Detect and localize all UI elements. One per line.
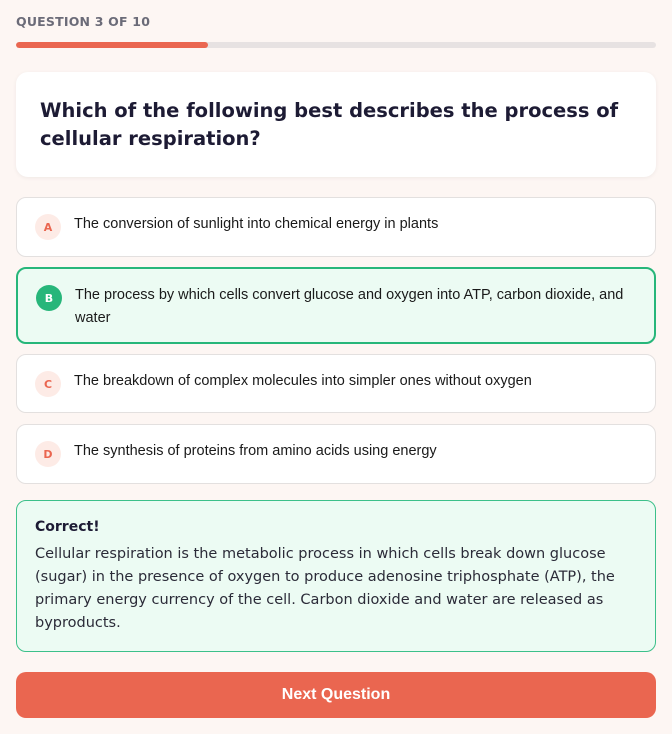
- feedback-text: Cellular respiration is the metabolic process in which cells break down glucose (sugar) in the presence of oxygen to produce adenosine triphosphate (ATP), the primary energy currency of the cell. Carbon dioxide and water are released as byproducts.: [35, 546, 615, 631]
- feedback-title: Correct!: [35, 519, 100, 535]
- feedback-panel: [16, 500, 656, 652]
- option-text-c: The breakdown of complex molecules into simpler ones without oxygen: [74, 373, 532, 389]
- option-b[interactable]: [16, 267, 656, 344]
- option-c[interactable]: [16, 354, 656, 413]
- option-letter-a: A: [35, 214, 61, 240]
- progress-bar: [16, 42, 656, 48]
- option-text-b: The process by which cells convert glucose and oxygen into ATP, carbon dioxide, and water: [75, 287, 624, 326]
- option-text-a: The conversion of sunlight into chemical energy in plants: [74, 216, 439, 232]
- option-d[interactable]: [16, 424, 656, 484]
- question-card: [16, 72, 656, 177]
- option-letter-b: B: [36, 285, 62, 311]
- option-letter-c: C: [35, 371, 61, 397]
- option-text-d: The synthesis of proteins from amino acids using energy: [74, 443, 437, 459]
- question-text: Which of the following best describes the process of cellular respiration?: [40, 99, 619, 150]
- option-a[interactable]: [16, 197, 656, 257]
- option-letter-d: D: [35, 441, 61, 467]
- progress-label: QUESTION 3 OF 10: [16, 14, 151, 29]
- progress-bar-fill: [16, 42, 208, 48]
- next-question-button[interactable]: Next Question: [16, 672, 656, 718]
